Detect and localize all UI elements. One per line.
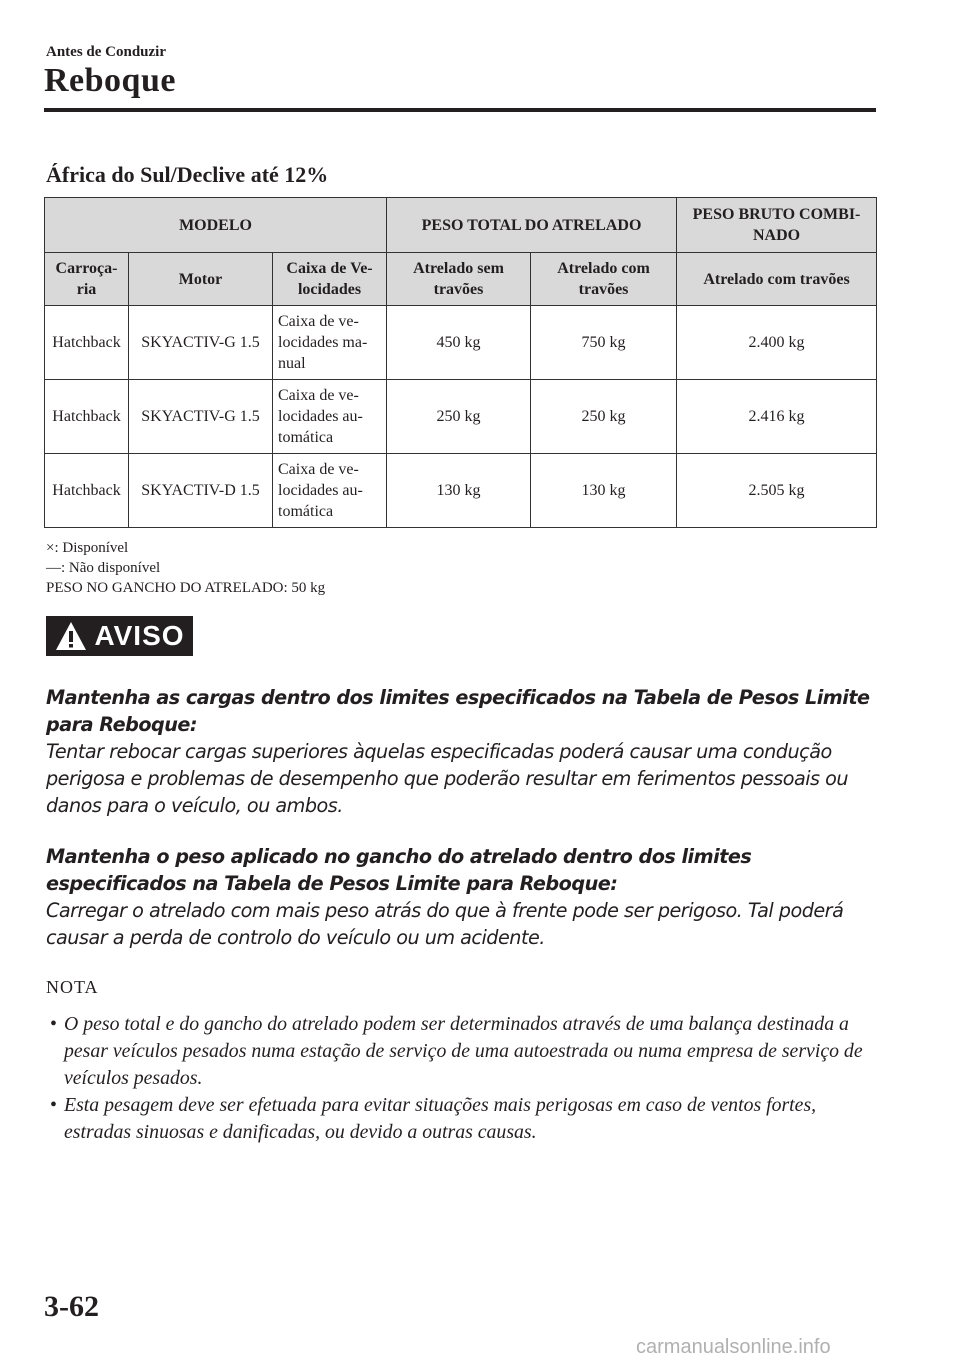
header-gross-weight: PESO BRUTO COMBI-NADO xyxy=(677,198,877,253)
table-row xyxy=(45,454,877,528)
note-text: O peso total e do gancho do atrelado podem ser determinados através de uma balança destinada a pesar veículos pesados numa estação de serviço de uma autoestrada ou numa empresa de serviço de veículos pesados. xyxy=(64,1013,863,1089)
legend-available: ×: Disponível xyxy=(46,540,129,556)
warning-text: Tentar rebocar cargas superiores àquelas especificadas poderá causar uma condução perigosa e problemas de desempenho que poderão resultar em ferimentos pessoais ou danos para o veículo, ou ambos. xyxy=(46,740,849,817)
warning-text: Carregar o atrelado com mais peso atrás do que à frente pode ser perigoso. Tal poderá causar a perda de controlo do veículo ou um acidente. xyxy=(46,899,844,949)
cell-gross: 2.505 kg xyxy=(677,454,877,528)
warning-item xyxy=(46,843,876,951)
cell-transmission: Caixa de ve-locidades au-tomática xyxy=(273,380,387,454)
cell-engine: SKYACTIV-G 1.5 xyxy=(129,380,273,454)
watermark: carmanualsonline.info xyxy=(636,1336,831,1358)
title-divider xyxy=(44,108,876,112)
table-column-header-row xyxy=(45,253,877,306)
warning-item xyxy=(46,684,876,819)
bullet: • xyxy=(50,1013,57,1035)
chapter-label: Antes de Conduzir xyxy=(46,44,167,60)
warning-badge xyxy=(46,616,193,656)
note-title: NOTA xyxy=(46,977,99,997)
column-header: Caixa de Ve-locidades xyxy=(273,253,387,306)
cell-transmission: Caixa de ve-locidades au-tomática xyxy=(273,454,387,528)
cell-engine: SKYACTIV-G 1.5 xyxy=(129,306,273,380)
warning-label: AVISO xyxy=(94,620,185,651)
column-header: Atrelado sem travões xyxy=(387,253,531,306)
header-model: MODELO xyxy=(45,198,387,253)
cell-body: Hatchback xyxy=(45,306,129,380)
cell-body: Hatchback xyxy=(45,380,129,454)
page-title: Reboque xyxy=(44,62,176,99)
cell-gross: 2.400 kg xyxy=(677,306,877,380)
warning-heading: Mantenha o peso aplicado no gancho do atrelado dentro dos limites especificados na Tabela de Pesos Limite para Reboque: xyxy=(46,845,752,895)
table-row xyxy=(45,306,877,380)
cell-with-brakes: 130 kg xyxy=(531,454,677,528)
column-header: Atrelado com travões xyxy=(677,253,877,306)
note-list xyxy=(46,1011,876,1146)
header-total-weight: PESO TOTAL DO ATRELADO xyxy=(387,198,677,253)
cell-transmission: Caixa de ve-locidades ma-nual xyxy=(273,306,387,380)
cell-with-brakes: 750 kg xyxy=(531,306,677,380)
column-header: Motor xyxy=(129,253,273,306)
table-row xyxy=(45,380,877,454)
list-item xyxy=(46,1092,876,1146)
list-item xyxy=(46,1011,876,1092)
cell-no-brakes: 450 kg xyxy=(387,306,531,380)
column-header: Carroça-ria xyxy=(45,253,129,306)
cell-no-brakes: 250 kg xyxy=(387,380,531,454)
warning-triangle-icon xyxy=(54,620,88,652)
legend-not-available: —: Não disponível xyxy=(46,560,161,576)
table-legend xyxy=(46,538,325,598)
page-number: 3-62 xyxy=(44,1290,99,1323)
cell-gross: 2.416 kg xyxy=(677,380,877,454)
cell-no-brakes: 130 kg xyxy=(387,454,531,528)
note-text: Esta pesagem deve ser efetuada para evitar situações mais perigosas em caso de ventos fortes, estradas sinuosas e danificadas, ou devido a outras causas. xyxy=(64,1094,817,1143)
bullet: • xyxy=(50,1094,57,1116)
legend-hitch-weight: PESO NO GANCHO DO ATRELADO: 50 kg xyxy=(46,580,326,596)
cell-with-brakes: 250 kg xyxy=(531,380,677,454)
cell-engine: SKYACTIV-D 1.5 xyxy=(129,454,273,528)
section-heading: África do Sul/Declive até 12% xyxy=(46,162,329,187)
towing-weight-table xyxy=(44,197,877,528)
warning-heading: Mantenha as cargas dentro dos limites especificados na Tabela de Pesos Limite para Reboque: xyxy=(46,686,870,736)
table-group-header-row xyxy=(45,198,877,253)
column-header: Atrelado com travões xyxy=(531,253,677,306)
cell-body: Hatchback xyxy=(45,454,129,528)
